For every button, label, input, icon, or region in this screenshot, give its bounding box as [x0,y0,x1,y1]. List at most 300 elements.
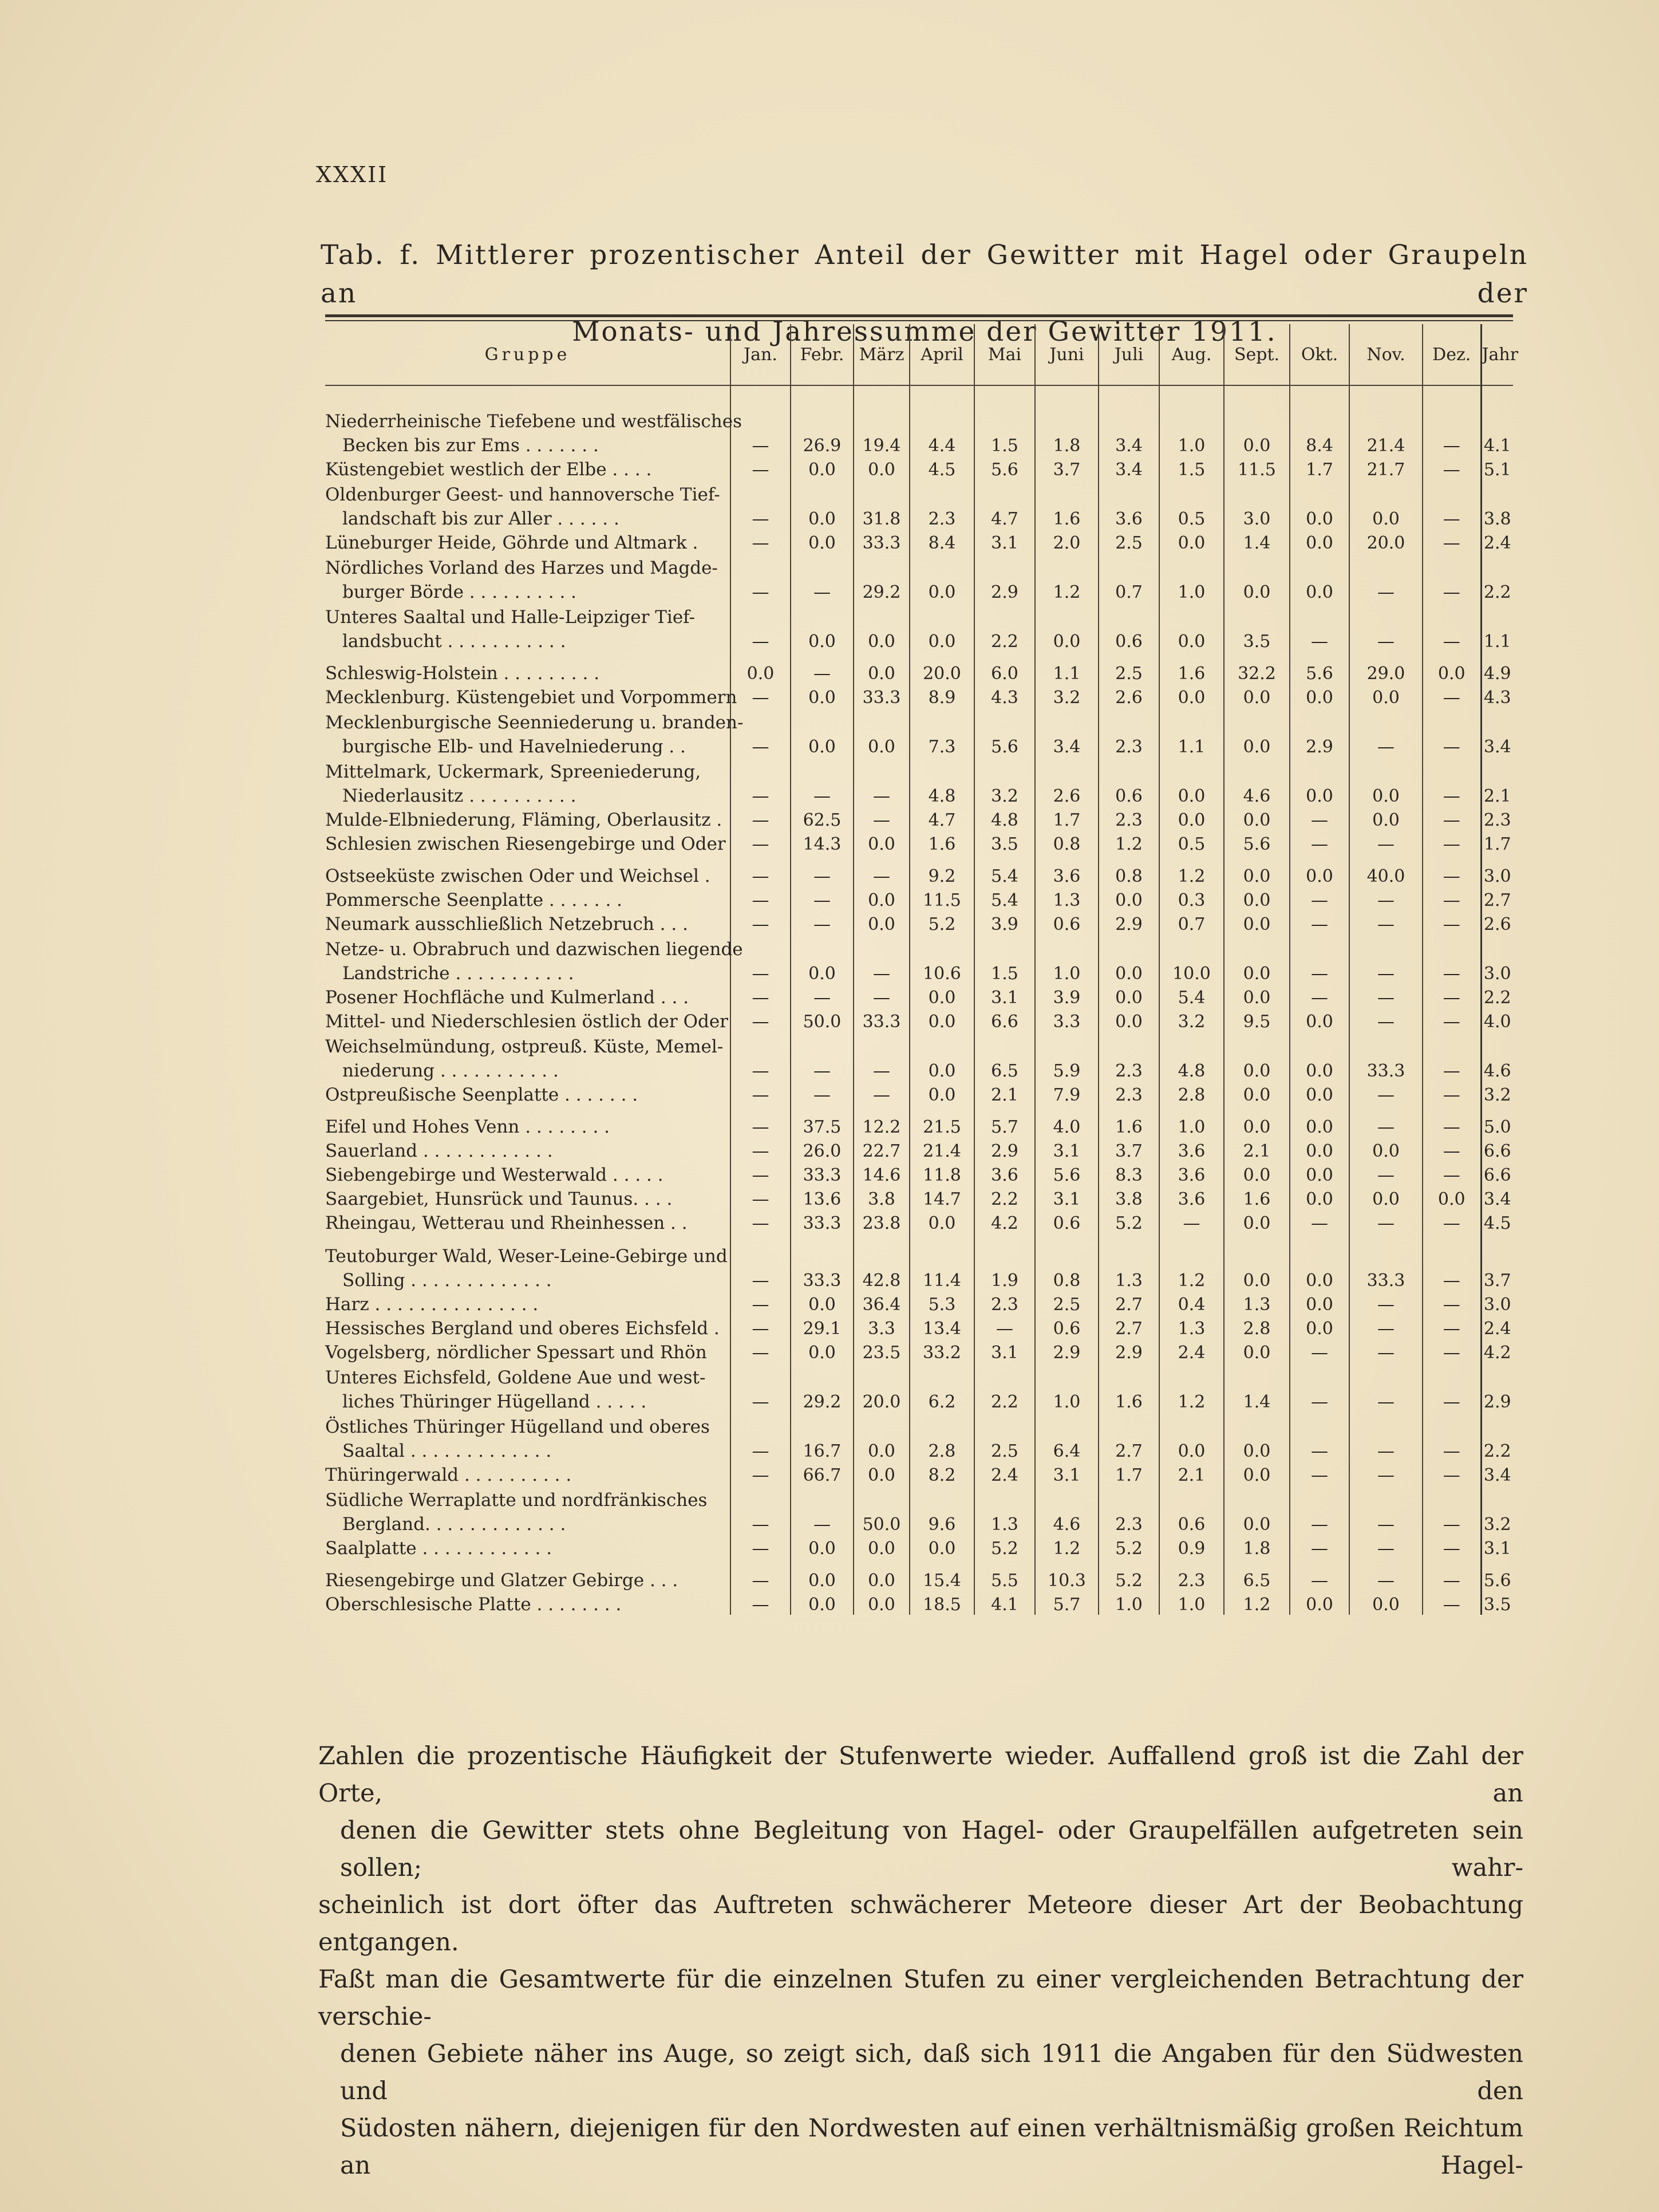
paragraph-line: Zahlen die prozentische Häufigkeit der Stufenwerte wieder. Auffallend groß ist die Zahl der Orte, an [318,1742,1523,1808]
region-name: Vogelsberg, nördlicher Spessart und Rhön [325,1342,707,1363]
value-cell: — [1423,1315,1481,1339]
value-cell: — [1423,1137,1481,1161]
region-name: Mittel- und Niederschlesien östlich der Oder [325,1011,728,1032]
value-cell: 2.7 [1099,1315,1159,1339]
value-cell: 11.5 [910,886,974,910]
value-cell: 3.6 [1159,1161,1224,1185]
value-cell: 0.0 [1290,1267,1349,1291]
empty-cell [791,708,854,733]
empty-cell [1290,1485,1349,1511]
value-cell: 0.0 [1349,684,1423,708]
value-cell: 7.3 [910,733,974,757]
value-cell: — [791,660,854,684]
empty-cell [1290,935,1349,960]
value-cell: — [1349,1291,1423,1315]
value-cell: 10.6 [910,960,974,984]
value-cell: 16.7 [791,1437,854,1461]
value-cell: — [1349,578,1423,602]
empty-cell [1423,1241,1481,1267]
value-cell: — [1290,830,1349,854]
value-cell: 3.1 [1481,1535,1513,1559]
table-row [325,1437,1513,1461]
value-cell: 0.0 [791,628,854,652]
empty-cell [1035,553,1099,578]
value-cell: 0.0 [791,1567,854,1591]
value-cell: — [1423,578,1481,602]
value-cell: — [730,578,791,602]
value-cell: 3.6 [1035,862,1099,886]
empty-cell [1099,480,1159,505]
value-cell: — [730,1388,791,1412]
value-cell: — [1423,432,1481,456]
value-cell: — [1423,830,1481,854]
value-cell: 2.3 [1159,1567,1224,1591]
table-row [325,628,1513,652]
value-cell: 1.7 [1481,830,1513,854]
value-cell: 4.7 [910,806,974,830]
value-cell: — [791,886,854,910]
value-cell: — [1349,910,1423,935]
empty-cell [910,1412,974,1437]
value-cell: 0.0 [1349,505,1423,529]
value-cell: — [854,1057,910,1081]
empty-cell [1159,708,1224,733]
region-name: Oldenburger Geest- und hannoversche Tief- [325,484,720,505]
value-cell: 33.3 [791,1209,854,1233]
value-cell: 14.7 [910,1185,974,1209]
value-cell: — [1423,1008,1481,1032]
value-cell: 21.4 [910,1137,974,1161]
table-row [325,910,1513,935]
value-cell: 0.0 [910,628,974,652]
value-cell: 0.0 [854,1535,910,1559]
value-cell: 3.8 [854,1185,910,1209]
region-name: Nördliches Vorland des Harzes und Magde- [325,558,718,578]
table-row [325,733,1513,757]
value-cell: — [791,910,854,935]
value-cell: 2.4 [1481,1315,1513,1339]
table-row [325,984,1513,1008]
value-cell: — [1423,628,1481,652]
value-cell: — [791,1057,854,1081]
value-cell: 3.2 [1035,684,1099,708]
value-cell: 0.0 [1224,862,1290,886]
region-name: Solling . . . . . . . . . . . . . [342,1270,552,1291]
empty-cell [1224,480,1290,505]
empty-cell [1423,1032,1481,1057]
empty-cell [1159,1412,1224,1437]
empty-cell [974,480,1035,505]
value-cell: 4.9 [1481,660,1513,684]
region-name: Unteres Saaltal und Halle-Leipziger Tief- [325,607,696,628]
region-name: Unteres Eichsfeld, Goldene Aue und west- [325,1367,706,1388]
value-cell: 21.4 [1349,432,1423,456]
value-cell: — [730,1511,791,1535]
empty-cell [1035,602,1099,628]
value-cell: 1.8 [1224,1535,1290,1559]
empty-cell [910,1032,974,1057]
empty-cell [1349,1363,1423,1388]
header-gruppe: Gruppe [325,324,730,385]
value-cell: — [1423,1113,1481,1137]
value-cell: — [791,984,854,1008]
empty-cell [791,553,854,578]
empty-cell [1035,1241,1099,1267]
value-cell: 0.6 [1159,1511,1224,1535]
value-cell: — [730,960,791,984]
header-month: Jahr [1481,324,1513,385]
table-top-rule [325,314,1513,321]
value-cell: 1.6 [1099,1388,1159,1412]
value-cell: — [730,984,791,1008]
value-cell: 29.2 [854,578,910,602]
empty-cell [1423,1485,1481,1511]
table-row [325,757,1513,782]
value-cell: 1.1 [1035,660,1099,684]
value-cell: — [1423,1567,1481,1591]
table-row [325,684,1513,708]
value-cell: 13.4 [910,1315,974,1339]
value-cell: — [730,782,791,806]
value-cell: 1.2 [1159,862,1224,886]
value-cell: — [791,1511,854,1535]
value-cell: 3.0 [1224,505,1290,529]
empty-cell [791,757,854,782]
table-row [325,1267,1513,1291]
region-name: Riesengebirge und Glatzer Gebirge . . . [325,1570,678,1591]
value-cell: 3.4 [1035,733,1099,757]
value-cell: 5.3 [910,1291,974,1315]
empty-cell [1349,1412,1423,1437]
value-cell: 1.0 [1159,578,1224,602]
value-cell: 62.5 [791,806,854,830]
value-cell: 5.6 [1481,1567,1513,1591]
empty-cell [1423,757,1481,782]
value-cell: — [730,1161,791,1185]
empty-cell [910,757,974,782]
value-cell: — [730,1567,791,1591]
empty-cell [1481,553,1513,578]
value-cell: — [1423,960,1481,984]
empty-cell [1099,1241,1159,1267]
empty-cell [1481,1032,1513,1057]
value-cell: 22.7 [854,1137,910,1161]
value-cell: 4.4 [910,432,974,456]
value-cell: — [1290,1511,1349,1535]
value-cell: 2.3 [974,1291,1035,1315]
value-cell: 5.4 [1159,984,1224,1008]
value-cell: 0.0 [1290,782,1349,806]
value-cell: — [730,1185,791,1209]
table-title-line-2: Monats- und Jahressumme der Gewitter 1911. [572,316,1277,348]
page-number: XXXII [316,162,389,187]
value-cell: 6.6 [1481,1137,1513,1161]
group-spacer [325,652,1513,660]
value-cell: 0.0 [1349,1591,1423,1615]
value-cell: 0.0 [1290,1291,1349,1315]
value-cell: 3.4 [1481,1185,1513,1209]
empty-cell [1423,1363,1481,1388]
value-cell: 6.4 [1035,1437,1099,1461]
value-cell: 1.7 [1035,806,1099,830]
empty-cell [1423,553,1481,578]
region-name: Niederrheinische Tiefebene und westfälisches [325,411,742,432]
region-name: Küstengebiet westlich der Elbe . . . . [325,459,652,480]
value-cell: 0.0 [1290,1185,1349,1209]
value-cell: — [1423,886,1481,910]
value-cell: 4.8 [910,782,974,806]
empty-cell [1349,1485,1423,1511]
value-cell: 0.0 [1159,628,1224,652]
value-cell: 2.2 [1481,1437,1513,1461]
value-cell: 33.3 [791,1267,854,1291]
value-cell: 21.5 [910,1113,974,1137]
empty-cell [854,1485,910,1511]
value-cell: 5.1 [1481,456,1513,480]
empty-cell [791,602,854,628]
region-name: landsbucht . . . . . . . . . . . [342,631,566,652]
empty-cell [1290,553,1349,578]
empty-cell [1349,602,1423,628]
value-cell: 0.0 [1224,806,1290,830]
empty-cell [854,757,910,782]
value-cell: 0.0 [1224,578,1290,602]
value-cell: — [1423,529,1481,553]
empty-cell [1290,407,1349,432]
table-row [325,432,1513,456]
value-cell: 0.0 [854,830,910,854]
value-cell: 3.6 [1099,505,1159,529]
value-cell: 3.3 [1035,1008,1099,1032]
value-cell: 2.9 [974,1137,1035,1161]
header-month: Febr. [791,324,854,385]
value-cell: 2.0 [1035,529,1099,553]
value-cell: — [1423,806,1481,830]
empty-cell [1349,553,1423,578]
value-cell: — [730,1008,791,1032]
table-header-row [325,324,1513,385]
value-cell: — [1290,1339,1349,1363]
table-row [325,862,1513,886]
empty-cell [1159,1241,1224,1267]
value-cell: 2.6 [1099,684,1159,708]
empty-cell [1224,1032,1290,1057]
group-spacer [325,854,1513,862]
value-cell: 5.7 [974,1113,1035,1137]
value-cell: 1.6 [1224,1185,1290,1209]
table-row [325,935,1513,960]
paragraph-line: denen Gebiete näher ins Auge, so zeigt sich, daß sich 1911 die Angaben für den Südwesten und den [340,2040,1523,2105]
value-cell: — [1423,782,1481,806]
value-cell: 0.0 [1099,1008,1159,1032]
value-cell: 0.6 [1035,1209,1099,1233]
header-month: Dez. [1423,324,1481,385]
value-cell: 3.8 [1481,505,1513,529]
region-name: burger Börde . . . . . . . . . . [342,582,577,602]
value-cell: — [730,505,791,529]
value-cell: 2.3 [1099,1057,1159,1081]
value-cell: 4.6 [1224,782,1290,806]
value-cell: 0.0 [1349,1185,1423,1209]
table-row [325,1161,1513,1185]
value-cell: 2.3 [910,505,974,529]
value-cell: 0.0 [1159,1437,1224,1461]
value-cell: 1.3 [1099,1267,1159,1291]
value-cell: — [854,806,910,830]
empty-cell [1290,480,1349,505]
value-cell: 2.3 [1481,806,1513,830]
value-cell: 0.0 [1290,1057,1349,1081]
value-cell: 10.0 [1159,960,1224,984]
empty-cell [1481,1363,1513,1388]
value-cell: 0.0 [1224,984,1290,1008]
value-cell: 33.3 [1349,1057,1423,1081]
empty-cell [730,602,791,628]
value-cell: 2.2 [974,628,1035,652]
empty-cell [974,935,1035,960]
table-row [325,1461,1513,1485]
value-cell: 0.0 [1224,960,1290,984]
value-cell: 6.6 [974,1008,1035,1032]
value-cell: 5.0 [1481,1113,1513,1137]
value-cell: — [1423,1081,1481,1105]
value-cell: 3.4 [1481,733,1513,757]
empty-cell [1290,602,1349,628]
empty-cell [910,1241,974,1267]
value-cell: 0.0 [1290,1113,1349,1137]
value-cell: — [1349,1209,1423,1233]
region-name: Mulde-Elbniederung, Fläming, Oberlausitz . [325,810,722,830]
empty-cell [974,407,1035,432]
value-cell: 0.0 [1224,684,1290,708]
body-paragraph [318,1738,1523,2185]
empty-cell [1159,602,1224,628]
value-cell: 0.0 [910,1535,974,1559]
empty-cell [1035,935,1099,960]
value-cell: 5.2 [1099,1535,1159,1559]
value-cell: 8.2 [910,1461,974,1485]
empty-cell [1035,757,1099,782]
value-cell: — [1423,456,1481,480]
value-cell: — [730,1291,791,1315]
value-cell: 0.0 [791,456,854,480]
table-row [325,1032,1513,1057]
table-row [325,1113,1513,1137]
region-name: Thüringerwald . . . . . . . . . . [325,1465,572,1485]
value-cell: 15.4 [910,1567,974,1591]
value-cell: 2.1 [1481,782,1513,806]
value-cell: 1.0 [1035,960,1099,984]
value-cell: 1.5 [974,960,1035,984]
value-cell: — [1349,1388,1423,1412]
empty-cell [974,1363,1035,1388]
value-cell: 6.2 [910,1388,974,1412]
region-name: Saalplatte . . . . . . . . . . . . [325,1538,552,1559]
region-name: Saargebiet, Hunsrück und Taunus. . . . [325,1189,673,1209]
empty-cell [1224,757,1290,782]
value-cell: — [730,1315,791,1339]
value-cell: 0.0 [1290,862,1349,886]
value-cell: 2.7 [1481,886,1513,910]
value-cell: 3.1 [1035,1137,1099,1161]
value-cell: 2.8 [1224,1315,1290,1339]
value-cell: 3.4 [1099,456,1159,480]
value-cell: 4.6 [1035,1511,1099,1535]
value-cell: 3.8 [1099,1185,1159,1209]
value-cell: — [1349,733,1423,757]
value-cell: 12.2 [854,1113,910,1137]
empty-cell [1035,407,1099,432]
region-name: Rheingau, Wetterau und Rheinhessen . . [325,1213,688,1233]
table-row [325,1412,1513,1437]
value-cell: 0.0 [910,578,974,602]
value-cell: 0.0 [1349,806,1423,830]
value-cell: 2.3 [1099,806,1159,830]
value-cell: 1.0 [1159,432,1224,456]
value-cell: 0.0 [1159,782,1224,806]
value-cell: 19.4 [854,432,910,456]
value-cell: 4.1 [974,1591,1035,1615]
value-cell: — [730,1437,791,1461]
empty-cell [1481,480,1513,505]
value-cell: 50.0 [854,1511,910,1535]
paragraph-line: Faßt man die Gesamtwerte für die einzelnen Stufen zu einer vergleichenden Betrachtung der verschie- [318,1965,1523,2031]
empty-cell [854,553,910,578]
value-cell: 5.6 [1035,1161,1099,1185]
value-cell: 1.4 [1224,1388,1290,1412]
value-cell: 3.3 [854,1315,910,1339]
empty-cell [1099,935,1159,960]
value-cell: — [730,628,791,652]
region-name: Neumark ausschließlich Netzebruch . . . [325,914,688,935]
value-cell: — [730,1137,791,1161]
region-name: liches Thüringer Hügelland . . . . . [342,1391,647,1412]
value-cell: 0.8 [1035,1267,1099,1291]
value-cell: 0.0 [1290,529,1349,553]
empty-cell [854,1363,910,1388]
value-cell: 1.0 [1159,1591,1224,1615]
value-cell: 6.0 [974,660,1035,684]
value-cell: 2.1 [1224,1137,1290,1161]
empty-cell [791,1363,854,1388]
header-month: Sept. [1224,324,1290,385]
empty-cell [730,553,791,578]
value-cell: 3.0 [1481,960,1513,984]
value-cell: 8.4 [910,529,974,553]
region-name: Teutoburger Wald, Weser-Leine-Gebirge und [325,1246,728,1267]
table-row [325,1241,1513,1267]
value-cell: 6.6 [1481,1161,1513,1185]
value-cell: 0.0 [791,1291,854,1315]
value-cell: — [1349,886,1423,910]
value-cell: 4.2 [1481,1339,1513,1363]
empty-cell [1481,602,1513,628]
table-row [325,529,1513,553]
value-cell: 0.0 [1224,1113,1290,1137]
value-cell: 1.2 [1035,1535,1099,1559]
value-cell: 66.7 [791,1461,854,1485]
value-cell: 29.1 [791,1315,854,1339]
value-cell: 2.9 [1290,733,1349,757]
value-cell: 1.3 [1159,1315,1224,1339]
value-cell: 2.9 [974,578,1035,602]
empty-cell [1349,1241,1423,1267]
value-cell: 0.0 [1224,1511,1290,1535]
empty-cell [1224,935,1290,960]
value-cell: 33.3 [854,684,910,708]
value-cell: 7.9 [1035,1081,1099,1105]
value-cell: — [1423,1209,1481,1233]
